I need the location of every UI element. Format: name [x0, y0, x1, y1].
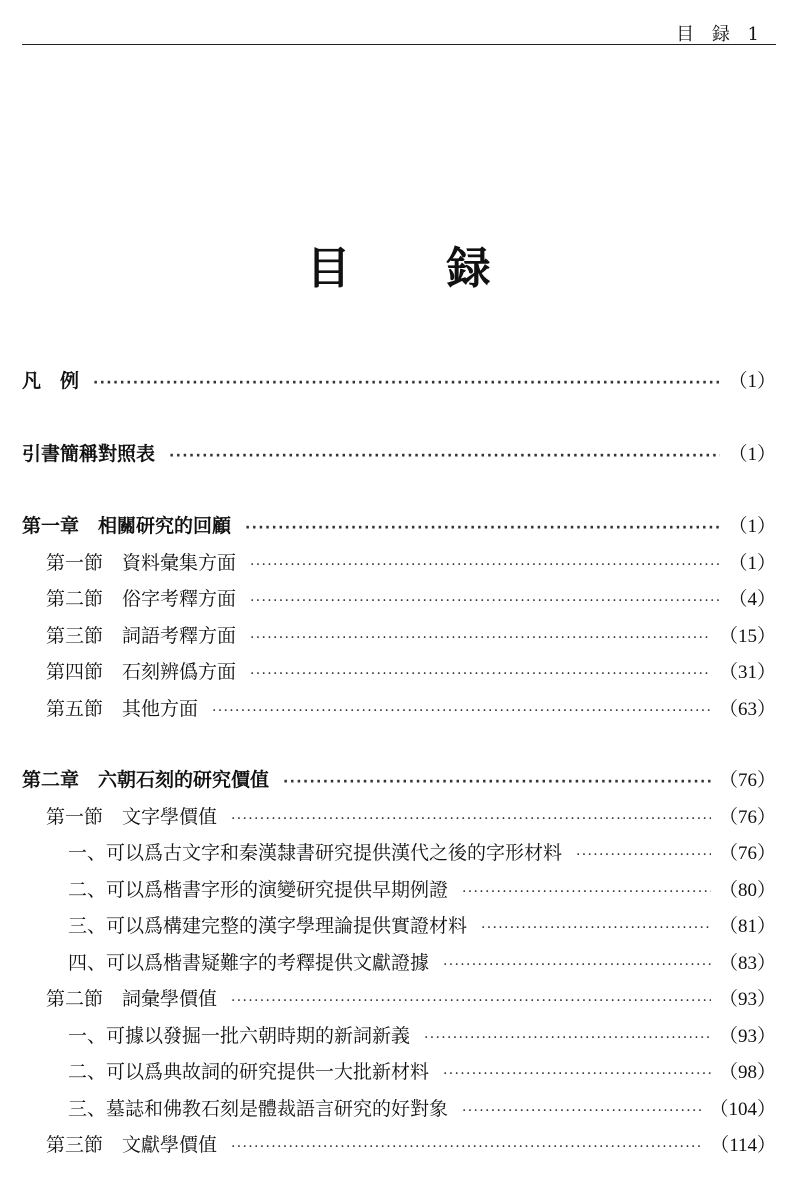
- leader-dots: [250, 557, 720, 573]
- leader-dots: [481, 920, 711, 936]
- toc-entry-label: 第一節 資料彙集方面: [46, 551, 237, 574]
- toc-page-number: （1）: [728, 371, 776, 392]
- toc-page-number: （83）: [718, 952, 776, 974]
- toc-subitem: [22, 1021, 776, 1058]
- toc-page-number: （114）: [710, 1135, 776, 1156]
- toc-page-number: （81）: [718, 916, 776, 937]
- toc-entry-label: 一、可據以發掘一批六朝時期的新詞新義: [68, 1024, 411, 1047]
- toc-entry-fanli: [22, 366, 776, 403]
- toc-page-number: （76）: [718, 770, 776, 791]
- page-title: [0, 232, 797, 296]
- toc-page-number: （76）: [718, 806, 776, 828]
- toc-chapter-1: [22, 511, 776, 548]
- leader-dots: [250, 666, 711, 682]
- toc-entry-label: 一、可以爲古文字和秦漢隸書研究提供漢代之後的字形材料: [68, 842, 563, 864]
- leader-dots: [231, 1139, 702, 1155]
- toc-chapter-2: [22, 765, 776, 802]
- toc-entry-label: 二、可以爲楷書字形的演變研究提供早期例證: [68, 878, 449, 901]
- leader-dots: [245, 520, 720, 536]
- leader-dots: [169, 448, 720, 464]
- toc-subitem: [22, 838, 776, 875]
- toc-entry-label: 第三節 詞語考釋方面: [46, 624, 237, 647]
- toc-subitem: [22, 875, 776, 912]
- toc-page-number: （98）: [718, 1062, 776, 1083]
- leader-dots: [576, 847, 711, 863]
- toc-subitem: [22, 1094, 776, 1131]
- leader-dots: [462, 884, 711, 900]
- toc-subitem: [22, 911, 776, 948]
- leader-dots: [231, 811, 711, 827]
- toc-page-number: （104）: [709, 1098, 776, 1120]
- toc-page-number: （1）: [728, 552, 776, 574]
- toc-page-number: （15）: [718, 625, 776, 647]
- toc-entry-label: 三、墓誌和佛教石刻是體裁語言研究的好對象: [68, 1097, 449, 1120]
- toc-entry-label: 第二節 俗字考釋方面: [46, 588, 237, 610]
- toc-subitem: [22, 948, 776, 985]
- leader-dots: [283, 774, 711, 790]
- toc-page-number: （4）: [728, 589, 776, 610]
- toc-section: [22, 1130, 776, 1167]
- toc-entry-label: 引書簡稱對照表: [22, 442, 156, 465]
- leader-dots: [462, 1103, 701, 1119]
- toc-entry-label: 第四節 石刻辨僞方面: [46, 661, 237, 683]
- leader-dots: [212, 703, 711, 719]
- toc-entry-label: 凡 例: [22, 370, 80, 392]
- toc-page-number: （76）: [718, 843, 776, 864]
- leader-dots: [443, 1066, 711, 1082]
- leader-dots: [424, 1030, 711, 1046]
- toc-subitem: [22, 1057, 776, 1094]
- table-of-contents: [22, 366, 776, 1167]
- toc-entry-label: 第二章 六朝石刻的研究價值: [22, 769, 270, 791]
- page-title-right: 録: [446, 243, 491, 294]
- toc-entry-label: 第五節 其他方面: [46, 697, 199, 720]
- header-rule: [22, 44, 776, 45]
- toc-section: [22, 621, 776, 658]
- toc-section: [22, 984, 776, 1021]
- toc-section: [22, 802, 776, 839]
- leader-dots: [93, 375, 720, 391]
- toc-entry-label: 第一章 相關研究的回顧: [22, 515, 232, 537]
- toc-section: [22, 657, 776, 694]
- toc-entry-label: 第三節 文獻學價值: [46, 1134, 218, 1156]
- toc-section: [22, 584, 776, 621]
- page-title-left: 目: [306, 243, 351, 294]
- toc-section: [22, 548, 776, 585]
- toc-entry-label: 三、可以爲構建完整的漢字學理論提供實證材料: [68, 915, 468, 937]
- toc-entry-label: 第二節 詞彙學價值: [46, 988, 218, 1010]
- toc-page-number: （1）: [728, 443, 776, 465]
- toc-entry-label: 第一節 文字學價值: [46, 805, 218, 828]
- toc-page-number: （1）: [728, 516, 776, 537]
- toc-page-number: （93）: [718, 989, 776, 1010]
- leader-dots: [231, 993, 711, 1009]
- toc-entry-label: 四、可以爲楷書疑難字的考釋提供文獻證據: [68, 951, 430, 974]
- running-head: 目 録 1: [676, 24, 765, 45]
- toc-page-number: （31）: [718, 662, 776, 683]
- toc-section: [22, 694, 776, 731]
- leader-dots: [250, 593, 720, 609]
- toc-page-number: （80）: [718, 879, 776, 901]
- toc-entry-label: 二、可以爲典故詞的研究提供一大批新材料: [68, 1061, 430, 1083]
- toc-page-number: （63）: [718, 698, 776, 720]
- toc-entry-yinshu: [22, 439, 776, 476]
- leader-dots: [443, 957, 711, 973]
- toc-page-number: （93）: [718, 1025, 776, 1047]
- leader-dots: [250, 630, 711, 646]
